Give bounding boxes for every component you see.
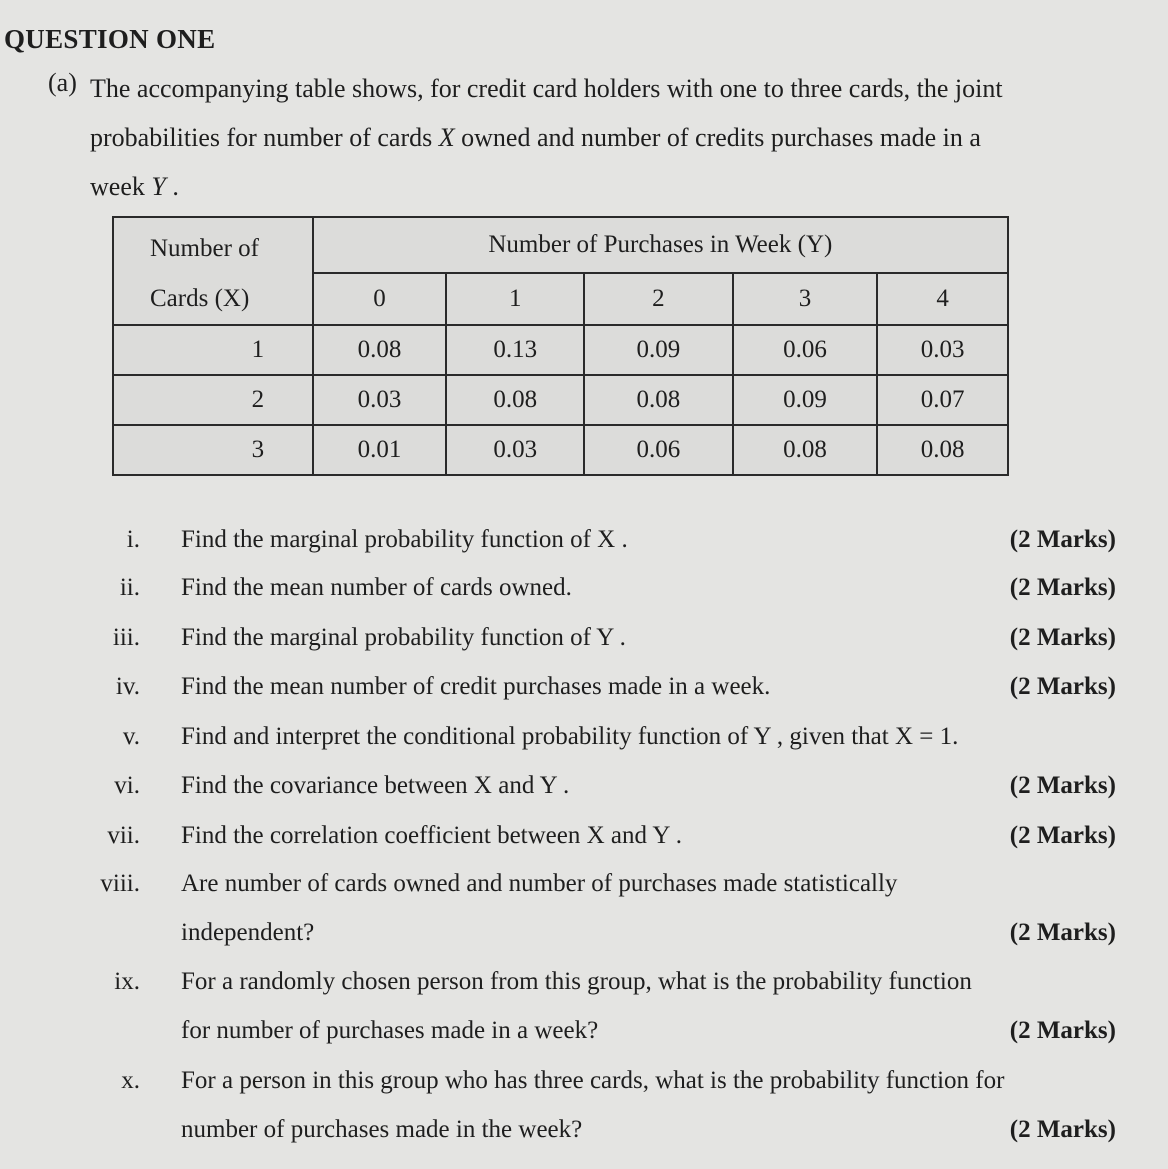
table-row bbox=[113, 375, 1008, 425]
intro-line-2 bbox=[90, 117, 1128, 166]
question-marks: (2 Marks) bbox=[1009, 624, 1116, 651]
question-marks: (2 Marks) bbox=[1009, 526, 1116, 553]
intro-paragraph bbox=[48, 68, 1128, 215]
question-number: iii. bbox=[112, 624, 140, 651]
variable-x: X bbox=[438, 123, 455, 152]
joint-probability-table bbox=[112, 216, 1009, 476]
question-text-continued: for number of purchases made in a week? bbox=[181, 1017, 599, 1044]
question-text: Find the marginal probability function of X . bbox=[181, 526, 628, 553]
question-number: v. bbox=[122, 723, 140, 750]
table-cell: 0.08 bbox=[733, 425, 878, 475]
cards-header-line-1: Number of bbox=[150, 235, 259, 262]
column-header: 1 bbox=[446, 273, 584, 325]
table-cell: 0.03 bbox=[877, 325, 1008, 375]
question-text: Are number of cards owned and number of purchases made statistically bbox=[181, 870, 898, 897]
question-text: Find the covariance between X and Y . bbox=[181, 772, 570, 799]
table-cell: 0.09 bbox=[584, 325, 733, 375]
question-number: viii. bbox=[100, 870, 140, 897]
question-number: vii. bbox=[107, 822, 140, 849]
column-header: 4 bbox=[877, 273, 1008, 325]
table-cell: 0.03 bbox=[313, 375, 447, 425]
column-header: 0 bbox=[313, 273, 447, 325]
table-cell: 0.01 bbox=[313, 425, 447, 475]
row-header: 3 bbox=[113, 425, 313, 475]
question-number: ix. bbox=[114, 968, 140, 995]
intro-line-1: The accompanying table shows, for credit card holders with one to three cards, the joint bbox=[90, 74, 1003, 103]
question-text: Find the mean number of credit purchases made in a week. bbox=[181, 673, 771, 700]
intro-text: owned and number of credits purchases made in a bbox=[454, 123, 981, 152]
intro-text: probabilities for number of cards bbox=[90, 123, 439, 152]
cards-header-cell bbox=[113, 217, 313, 325]
table-header-row bbox=[113, 217, 1008, 273]
question-text: Find the marginal probability function of Y . bbox=[181, 624, 626, 651]
intro-text: . bbox=[165, 172, 179, 201]
question-heading: QUESTION ONE bbox=[4, 24, 216, 54]
column-header: 2 bbox=[584, 273, 733, 325]
question-marks: (2 Marks) bbox=[1009, 1116, 1116, 1143]
question-number: x. bbox=[121, 1067, 140, 1094]
table-cell: 0.03 bbox=[446, 425, 584, 475]
table-cell: 0.08 bbox=[313, 325, 447, 375]
question-text-continued: number of purchases made in the week? bbox=[181, 1116, 583, 1143]
question-text: Find the correlation coefficient between X and Y . bbox=[181, 822, 682, 849]
table-cell: 0.06 bbox=[733, 325, 878, 375]
question-number: ii. bbox=[119, 574, 140, 601]
table-row bbox=[113, 425, 1008, 475]
table-cell: 0.09 bbox=[733, 375, 878, 425]
intro-text: week bbox=[90, 172, 152, 201]
purchases-header-cell: Number of Purchases in Week (Y) bbox=[313, 217, 1008, 273]
question-text: Find the mean number of cards owned. bbox=[181, 574, 572, 601]
table-cell: 0.08 bbox=[446, 375, 584, 425]
variable-y: Y bbox=[151, 172, 166, 201]
intro-line-3 bbox=[90, 166, 1128, 215]
question-marks: (2 Marks) bbox=[1009, 673, 1116, 700]
row-header: 1 bbox=[113, 325, 313, 375]
question-number: i. bbox=[126, 526, 140, 553]
column-header: 3 bbox=[733, 273, 878, 325]
table-cell: 0.08 bbox=[584, 375, 733, 425]
question-marks: (2 Marks) bbox=[1009, 1017, 1116, 1044]
question-text: For a person in this group who has three cards, what is the probability function for bbox=[181, 1067, 1005, 1094]
table-cell: 0.07 bbox=[877, 375, 1008, 425]
cards-header-line-2: Cards (X) bbox=[150, 285, 250, 312]
question-marks: (2 Marks) bbox=[1009, 919, 1116, 946]
question-number: vi. bbox=[114, 772, 140, 799]
table-row bbox=[113, 325, 1008, 375]
row-header: 2 bbox=[113, 375, 313, 425]
question-marks: (2 Marks) bbox=[1009, 822, 1116, 849]
question-marks: (2 Marks) bbox=[1009, 772, 1116, 799]
question-text-continued: independent? bbox=[181, 919, 315, 946]
table-cell: 0.08 bbox=[877, 425, 1008, 475]
question-text: For a randomly chosen person from this group, what is the probability function bbox=[181, 968, 972, 995]
table-cell: 0.06 bbox=[584, 425, 733, 475]
question-number: iv. bbox=[115, 673, 140, 700]
table-cell: 0.13 bbox=[446, 325, 584, 375]
question-text: Find and interpret the conditional probability function of Y , given that X = 1. bbox=[181, 723, 959, 750]
part-label: (a) bbox=[48, 68, 77, 97]
question-marks: (2 Marks) bbox=[1009, 574, 1116, 601]
